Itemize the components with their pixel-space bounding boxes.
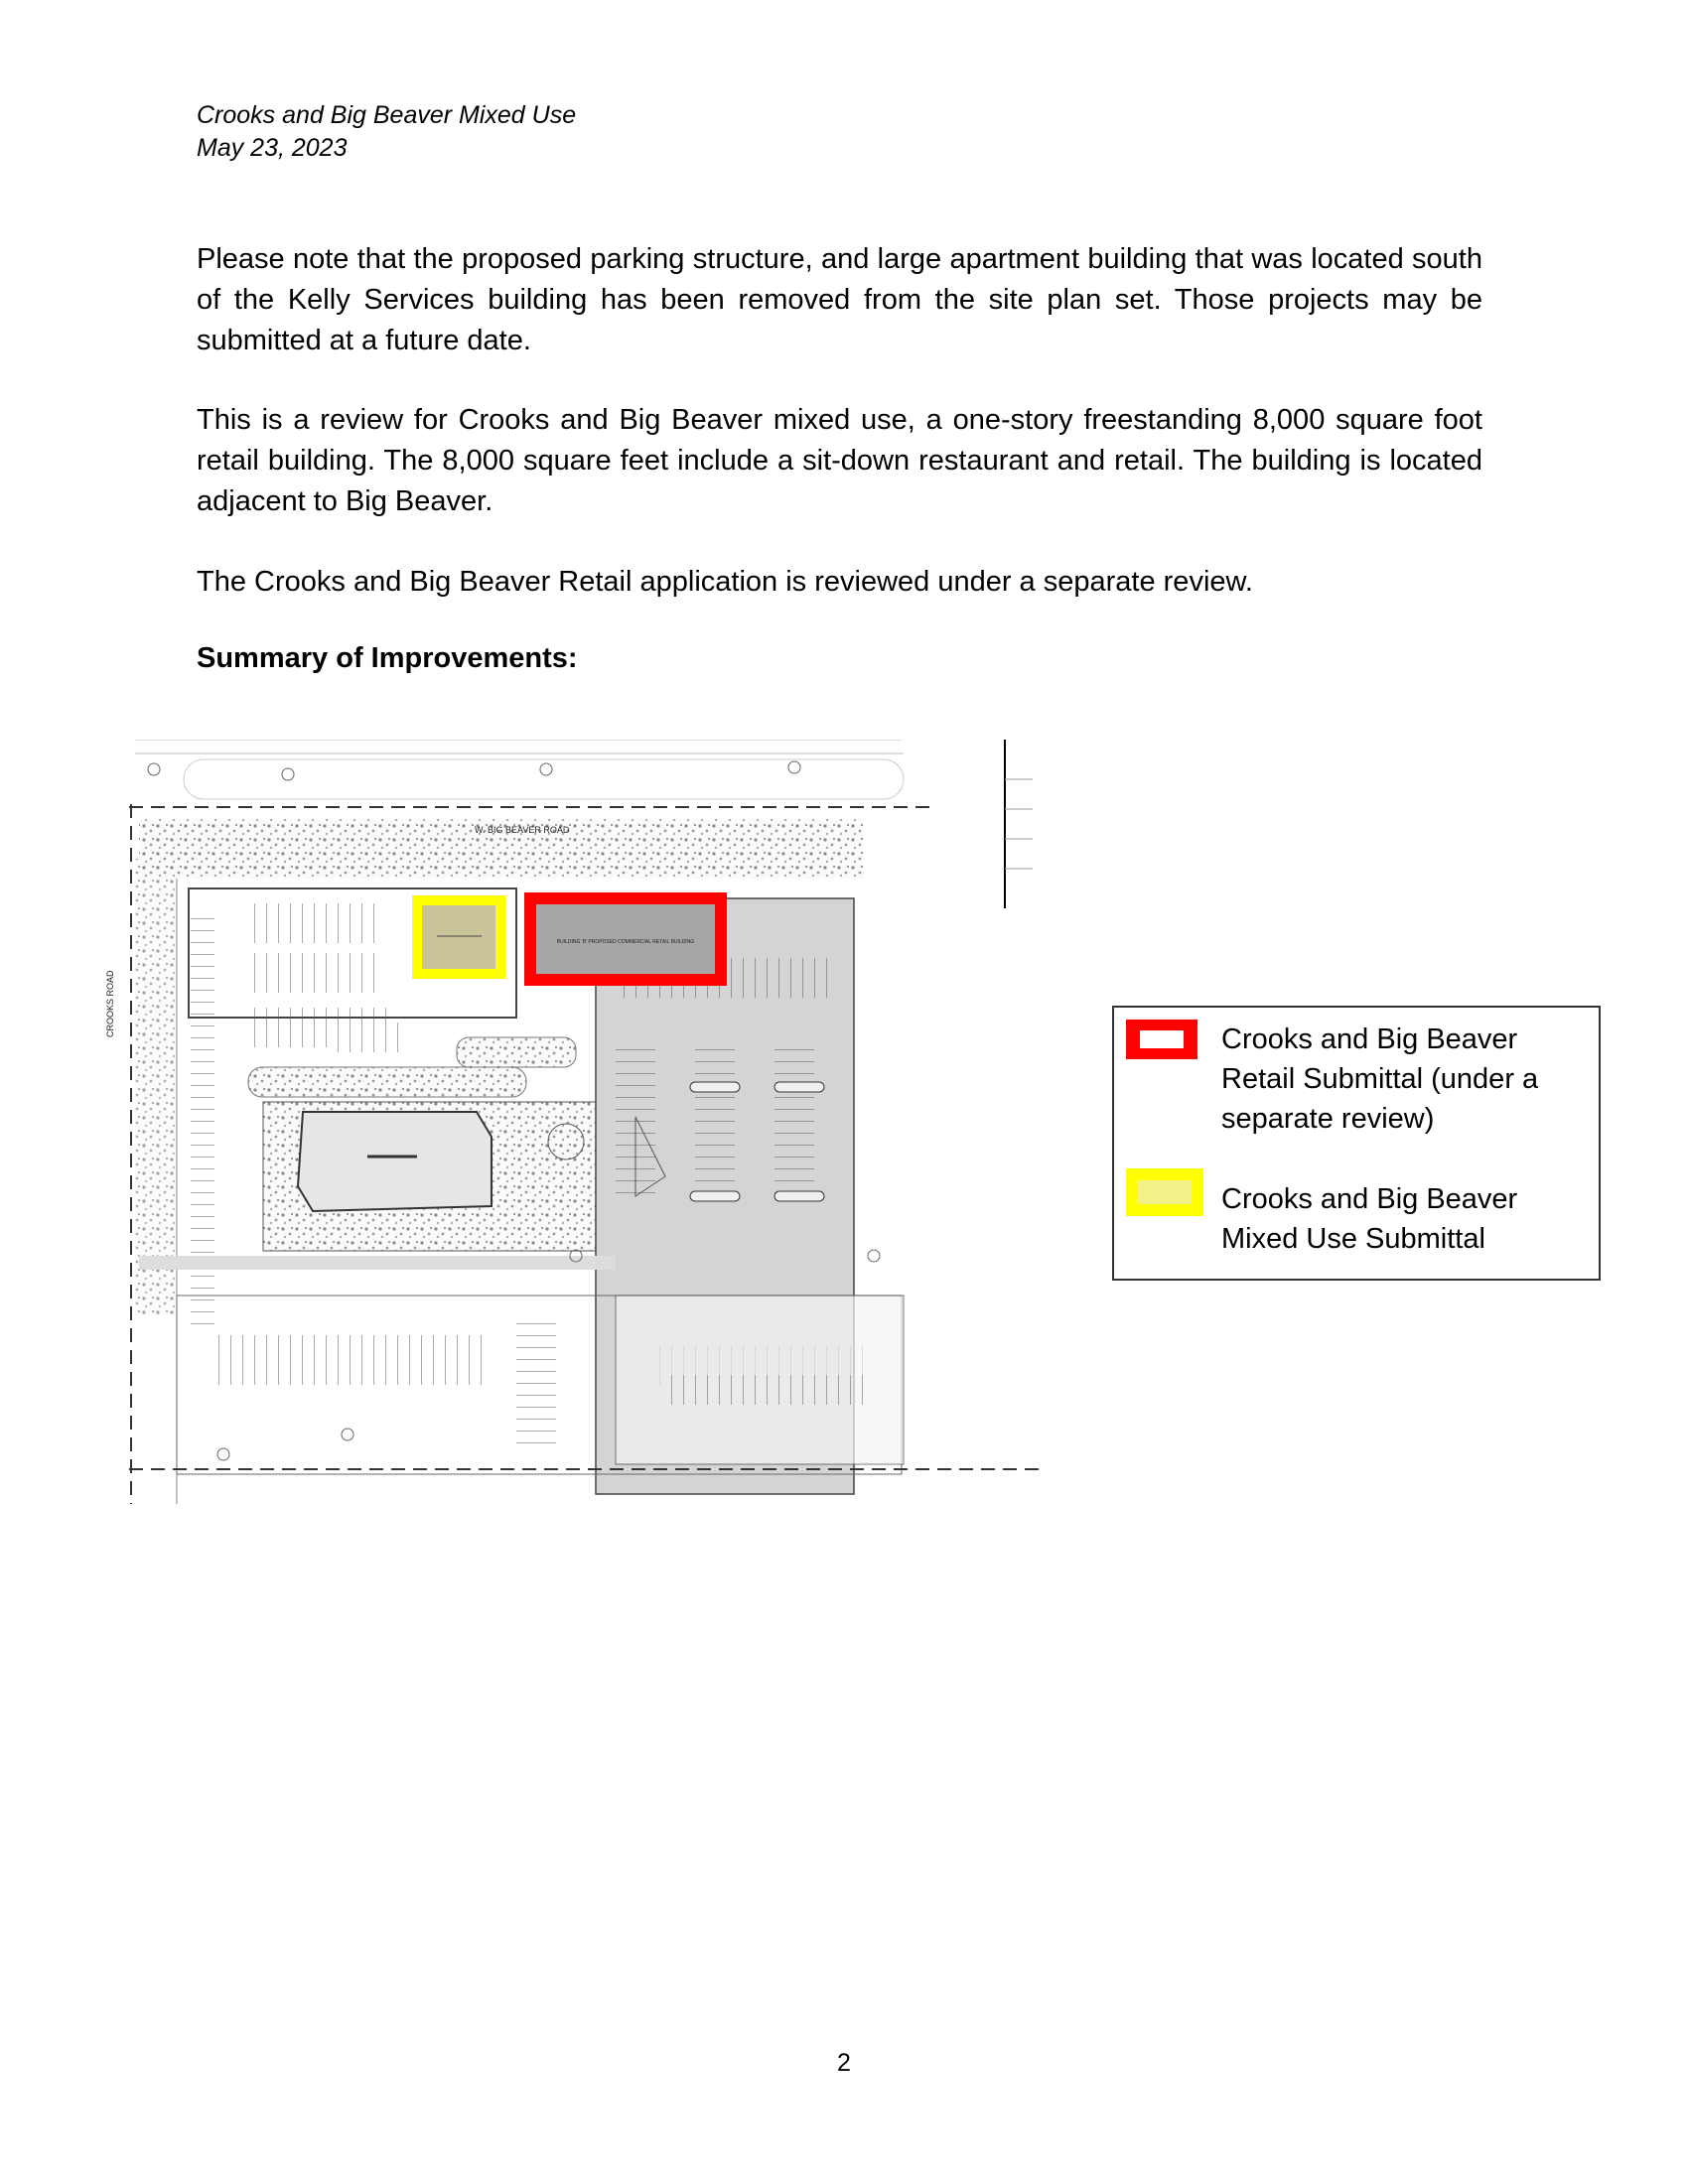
header-title: Crooks and Big Beaver Mixed Use [197,101,577,129]
site-plan-drawing [99,740,1053,1504]
road-label-north: W. BIG BEAVER ROAD [475,825,570,835]
plan-legend [1112,1006,1601,1281]
legend-label-retail: Crooks and Big Beaver Retail Submittal (under a separate review) [1221,1024,1539,1135]
legend-label-mixed-use: Crooks and Big Beaver Mixed Use Submittal [1221,1183,1518,1255]
retail-building-highlight [530,898,721,980]
legend-swatch-mixed-use [1126,1168,1203,1216]
south-parking [129,1256,1043,1474]
paragraph-separate-review: The Crooks and Big Beaver Retail application is reviewed under a separate review. [197,566,1253,598]
crooks-road [105,804,177,1504]
header-date: May 23, 2023 [197,134,348,162]
paragraph-review-description: This is a review for Crooks and Big Beaver mixed use, a one-story freestanding 8,000 square foot retail building. The 8,000 square feet include a sit-down restaurant and retail. The building is located adjacent to Big Beaver. [197,404,1482,517]
mixed-use-building-highlight [417,900,500,974]
page-number: 2 [837,2049,851,2077]
road-label-west: CROOKS ROAD [105,970,115,1037]
summary-heading: Summary of Improvements: [197,642,578,674]
legend-swatch-retail [1126,1020,1197,1059]
big-beaver-road [129,740,933,879]
existing-office-building [263,1102,645,1251]
plan-edge-table [1005,740,1033,908]
paragraph-removed-projects: Please note that the proposed parking structure, and large apartment building that was located south of the Kelly Services building has been removed from the site plan set. Those projects may be submitted at a future date. [197,243,1482,356]
document-header [197,99,576,165]
retail-building-label: BUILDING 'B' PROPOSED COMMERCIAL RETAIL BUILDING [556,939,695,945]
